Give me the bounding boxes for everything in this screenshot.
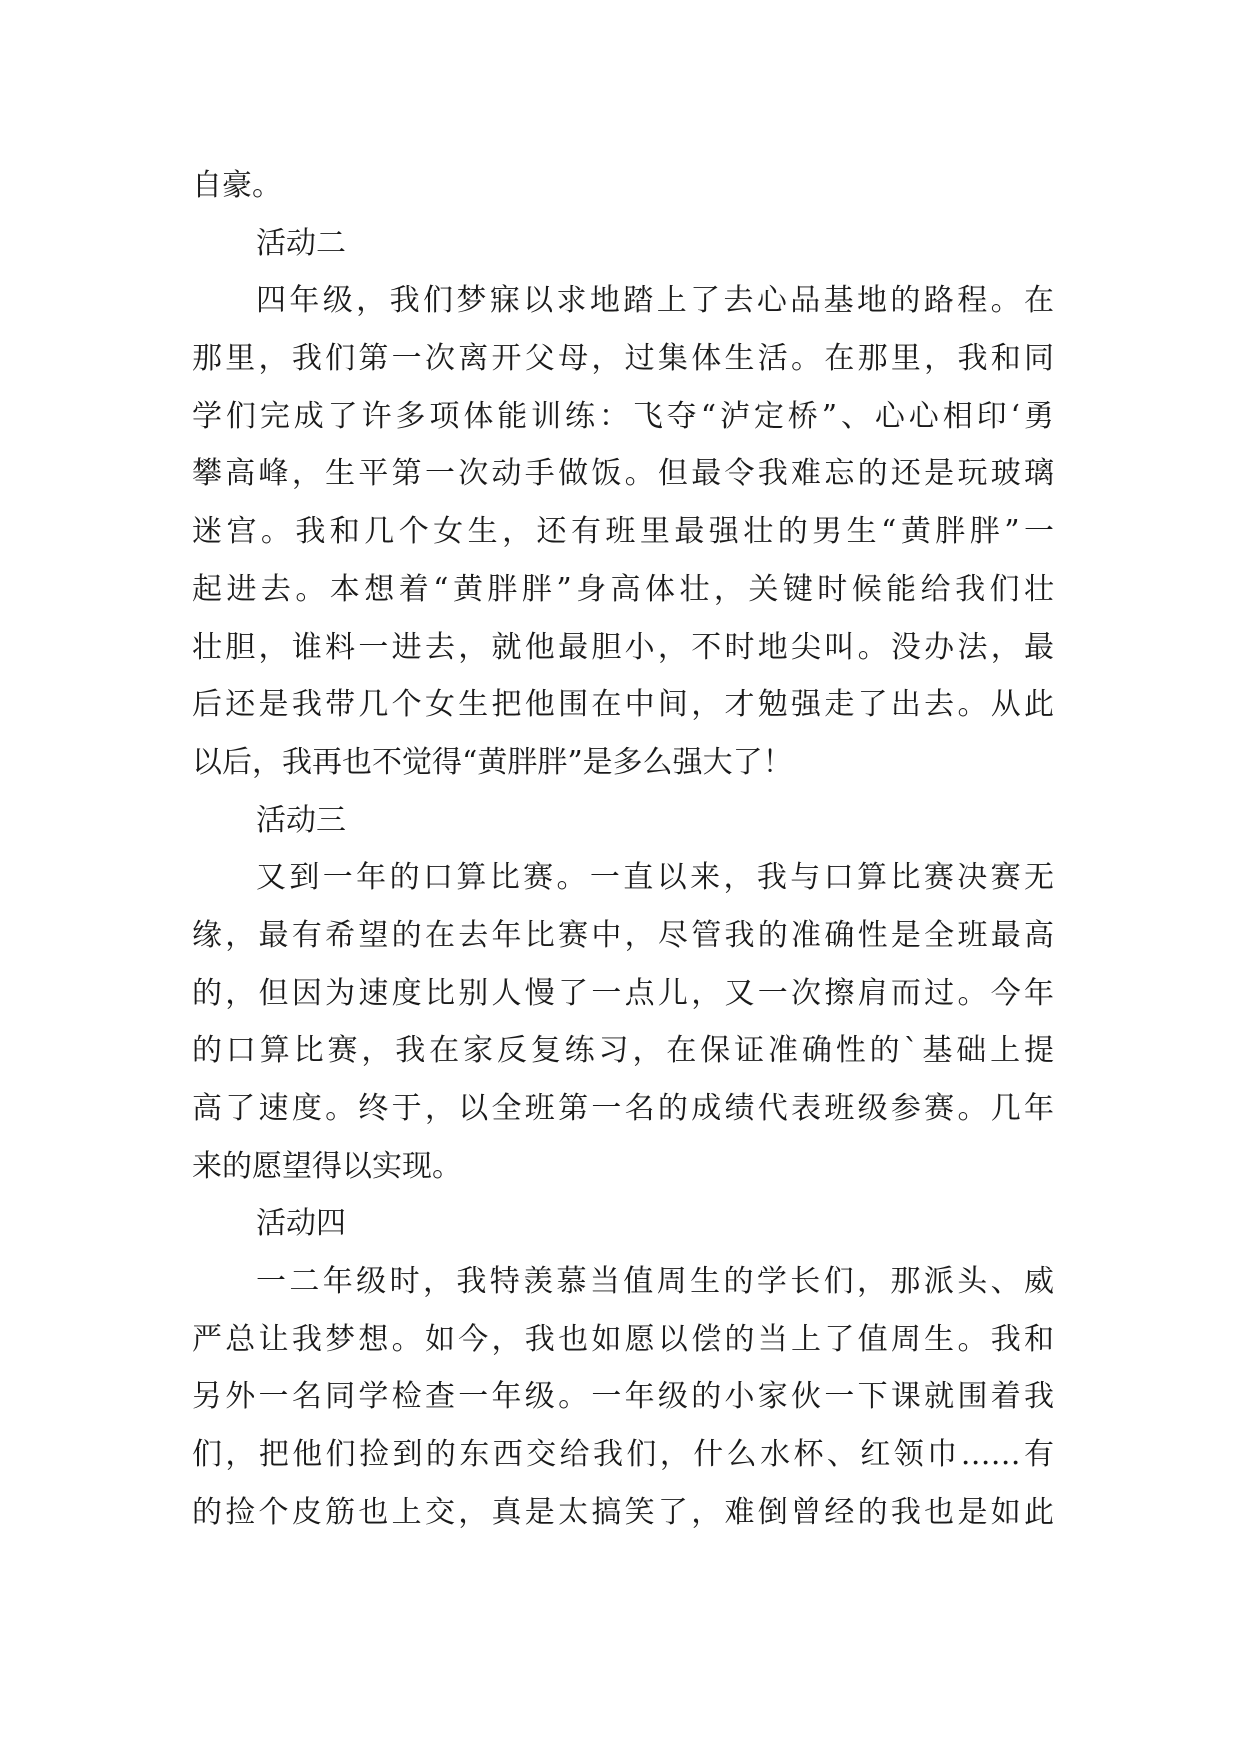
text-line: 又到一年的口算比赛。一直以来，我与口算比赛决赛无	[256, 860, 1054, 896]
text-line: 四年级，我们梦寐以求地踏上了去心品基地的路程。在	[256, 283, 1054, 319]
text-line: 壮胆，谁料一进去，就他最胆小，不时地尖叫。没办法，最	[192, 629, 1054, 665]
text-line: 们，把他们捡到的东西交给我们，什么水杯、红领巾……有	[192, 1437, 1054, 1473]
document-body	[192, 157, 1054, 1542]
text-line: 的捡个皮筋也上交，真是太搞笑了，难倒曾经的我也是如此	[192, 1494, 1054, 1530]
section-heading: 活动四	[256, 1206, 346, 1242]
text-line: 来的愿望得以实现。	[192, 1148, 462, 1184]
text-line: 一二年级时，我特羡慕当值周生的学长们，那派头、威	[256, 1264, 1054, 1300]
text-line: 起进去。本想着“黄胖胖”身高体壮，关键时候能给我们壮	[192, 571, 1054, 607]
text-line: 另外一名同学检查一年级。一年级的小家伙一下课就围着我	[192, 1379, 1054, 1415]
text-line: 后还是我带几个女生把他围在中间，才勉强走了出去。从此	[192, 687, 1054, 723]
text-line: 攀高峰，生平第一次动手做饭。但最令我难忘的还是玩玻璃	[192, 456, 1054, 492]
text-line: 学们完成了许多项体能训练：飞夺“泸定桥”、心心相印‘勇	[192, 398, 1054, 434]
section-heading: 活动二	[256, 225, 346, 261]
text-line: 迷宫。我和几个女生，还有班里最强壮的男生“黄胖胖”一	[192, 514, 1054, 550]
text-line: 那里，我们第一次离开父母，过集体生活。在那里，我和同	[192, 341, 1054, 377]
text-line: 严总让我梦想。如今，我也如愿以偿的当上了值周生。我和	[192, 1321, 1054, 1357]
text-line: 的口算比赛，我在家反复练习，在保证准确性的`基础上提	[192, 1033, 1054, 1069]
text-line: 缘，最有希望的在去年比赛中，尽管我的准确性是全班最高	[192, 917, 1054, 953]
text-line: 高了速度。终于，以全班第一名的成绩代表班级参赛。几年	[192, 1091, 1054, 1126]
text-line: 的，但因为速度比别人慢了一点儿，又一次擦肩而过。今年	[192, 975, 1054, 1011]
section-heading: 活动三	[256, 802, 346, 838]
text-line: 以后，我再也不觉得“黄胖胖”是多么强大了！	[192, 744, 793, 780]
text-line: 自豪。	[192, 168, 282, 203]
